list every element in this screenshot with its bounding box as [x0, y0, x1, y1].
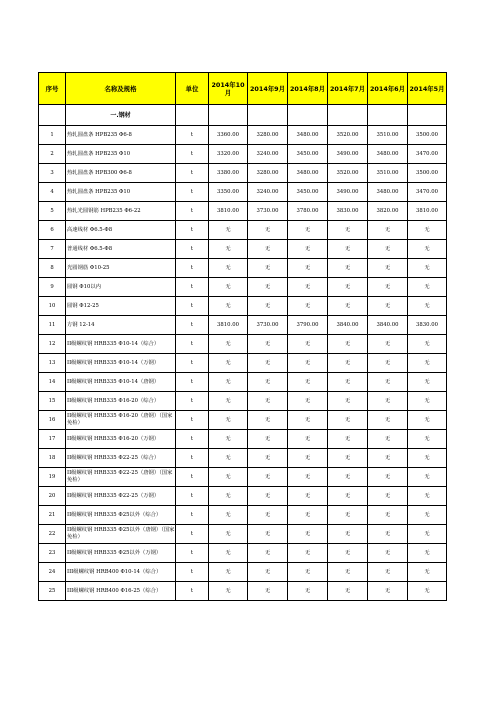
section-value-cell [288, 105, 328, 126]
table-row [39, 278, 447, 297]
price-cell: 3450.00 [288, 183, 328, 202]
price-cell: 3380.00 [209, 164, 248, 183]
material-name: 热轧圆盘条 HPB235 Φ6-8 [66, 126, 176, 145]
row-number: 6 [39, 221, 66, 240]
price-cell: 无 [209, 487, 248, 506]
price-cell: 3520.00 [328, 164, 368, 183]
price-cell: 3470.00 [408, 183, 447, 202]
material-name: II级螺纹钢 HRB335 Φ25以外（万钢） [66, 544, 176, 563]
table-row [39, 316, 447, 335]
material-name: II级螺纹钢 HRB335 Φ10-14（万钢） [66, 354, 176, 373]
row-number: 15 [39, 392, 66, 411]
row-number: 13 [39, 354, 66, 373]
row-number: 21 [39, 506, 66, 525]
header-name: 名称及规格 [66, 73, 176, 105]
price-table [38, 72, 447, 601]
unit-cell: t [176, 373, 209, 392]
price-cell: 无 [288, 544, 328, 563]
material-name: 圆钢 Φ10以内 [66, 278, 176, 297]
price-cell: 无 [328, 411, 368, 430]
price-cell: 无 [408, 563, 447, 582]
price-cell: 3350.00 [209, 183, 248, 202]
price-cell: 3280.00 [248, 164, 288, 183]
price-cell: 无 [328, 240, 368, 259]
price-cell: 无 [288, 449, 328, 468]
price-cell: 无 [408, 297, 447, 316]
table-row [39, 259, 447, 278]
header-month: 2014年5月 [408, 73, 447, 105]
price-cell: 无 [408, 278, 447, 297]
price-cell: 无 [408, 487, 447, 506]
price-cell: 无 [248, 278, 288, 297]
price-cell: 无 [288, 430, 328, 449]
row-number: 5 [39, 202, 66, 221]
table-row [39, 297, 447, 316]
material-name: III级螺纹钢 HRB400 Φ10-14（综合） [66, 563, 176, 582]
unit-cell: t [176, 468, 209, 487]
unit-cell: t [176, 430, 209, 449]
table-row [39, 468, 447, 487]
price-cell: 3520.00 [328, 126, 368, 145]
price-cell: 无 [408, 392, 447, 411]
unit-cell: t [176, 145, 209, 164]
price-cell: 无 [368, 221, 408, 240]
price-cell: 无 [408, 221, 447, 240]
unit-cell: t [176, 506, 209, 525]
price-cell: 无 [328, 582, 368, 601]
price-cell: 无 [408, 525, 447, 544]
material-name: 热轧圆盘条 HPB235 Φ10 [66, 183, 176, 202]
material-name: II级螺纹钢 HRB335 Φ16-20（唐钢）（国家免检） [66, 411, 176, 430]
price-cell: 无 [248, 335, 288, 354]
price-cell: 无 [209, 468, 248, 487]
material-name: II级螺纹钢 HRB335 Φ10-14（唐钢） [66, 373, 176, 392]
row-number: 17 [39, 430, 66, 449]
table-row [39, 430, 447, 449]
unit-cell: t [176, 259, 209, 278]
price-cell: 无 [368, 335, 408, 354]
price-cell: 无 [288, 373, 328, 392]
price-cell: 无 [248, 582, 288, 601]
price-cell: 无 [288, 563, 328, 582]
price-cell: 3810.00 [408, 202, 447, 221]
price-cell: 无 [209, 411, 248, 430]
header-month: 2014年9月 [248, 73, 288, 105]
material-name: 光圆钢筋 Φ10-25 [66, 259, 176, 278]
price-cell: 3480.00 [288, 164, 328, 183]
table-row [39, 183, 447, 202]
material-name: 普通线材 Φ6.5-Φ8 [66, 240, 176, 259]
unit-cell: t [176, 316, 209, 335]
price-cell: 无 [288, 221, 328, 240]
price-cell: 无 [368, 430, 408, 449]
price-cell: 无 [328, 221, 368, 240]
price-cell: 无 [408, 259, 447, 278]
price-cell: 无 [209, 563, 248, 582]
price-cell: 无 [248, 506, 288, 525]
price-cell: 无 [288, 240, 328, 259]
price-cell: 3480.00 [288, 126, 328, 145]
unit-cell: t [176, 240, 209, 259]
header-month: 2014年8月 [288, 73, 328, 105]
price-cell: 3450.00 [288, 145, 328, 164]
price-cell: 无 [248, 240, 288, 259]
price-cell: 无 [209, 506, 248, 525]
material-name: 方钢 12-14 [66, 316, 176, 335]
price-cell: 无 [209, 449, 248, 468]
section-no-cell [39, 105, 66, 126]
price-cell: 无 [368, 259, 408, 278]
table-row [39, 525, 447, 544]
price-cell: 无 [368, 582, 408, 601]
row-number: 23 [39, 544, 66, 563]
price-cell: 无 [288, 468, 328, 487]
table-row [39, 373, 447, 392]
price-cell: 无 [209, 278, 248, 297]
price-cell: 无 [408, 544, 447, 563]
price-cell: 无 [328, 297, 368, 316]
material-name: II级螺纹钢 HRB335 Φ22-25（唐钢）（国家免检） [66, 468, 176, 487]
table-row [39, 126, 447, 145]
unit-cell: t [176, 582, 209, 601]
price-cell: 无 [368, 240, 408, 259]
price-cell: 3490.00 [328, 183, 368, 202]
unit-cell: t [176, 126, 209, 145]
price-cell: 无 [248, 411, 288, 430]
material-name: III级螺纹钢 HRB400 Φ16-25（综合） [66, 582, 176, 601]
price-cell: 3790.00 [288, 316, 328, 335]
price-cell: 无 [248, 354, 288, 373]
price-cell: 3240.00 [248, 183, 288, 202]
material-name: 高速线材 Φ6.5-Φ8 [66, 221, 176, 240]
table-row [39, 354, 447, 373]
price-cell: 无 [288, 411, 328, 430]
table-row [39, 544, 447, 563]
price-cell: 无 [408, 449, 447, 468]
header-month: 2014年7月 [328, 73, 368, 105]
price-cell: 3830.00 [408, 316, 447, 335]
unit-cell: t [176, 164, 209, 183]
price-cell: 无 [328, 392, 368, 411]
price-cell: 3840.00 [368, 316, 408, 335]
price-cell: 无 [209, 335, 248, 354]
material-name: 热轧圆盘条 HPB235 Φ10 [66, 145, 176, 164]
price-cell: 3500.00 [408, 126, 447, 145]
price-cell: 无 [248, 563, 288, 582]
price-cell: 无 [288, 259, 328, 278]
price-cell: 无 [209, 525, 248, 544]
price-cell: 无 [368, 411, 408, 430]
price-cell: 无 [248, 297, 288, 316]
header-row [39, 73, 447, 105]
price-cell: 无 [209, 373, 248, 392]
table-row [39, 582, 447, 601]
section-row [39, 105, 447, 126]
price-cell: 3280.00 [248, 126, 288, 145]
unit-cell: t [176, 202, 209, 221]
row-number: 10 [39, 297, 66, 316]
row-number: 14 [39, 373, 66, 392]
header-unit: 单位 [176, 73, 209, 105]
price-cell: 无 [288, 354, 328, 373]
unit-cell: t [176, 335, 209, 354]
section-value-cell [408, 105, 447, 126]
price-cell: 3240.00 [248, 145, 288, 164]
section-value-cell [328, 105, 368, 126]
price-cell: 无 [328, 487, 368, 506]
table-row [39, 392, 447, 411]
header-month: 2014年6月 [368, 73, 408, 105]
price-cell: 无 [368, 373, 408, 392]
material-name: 热轧圆盘条 HPB300 Φ6-8 [66, 164, 176, 183]
price-cell: 无 [368, 354, 408, 373]
table-row [39, 411, 447, 430]
price-cell: 无 [408, 430, 447, 449]
table-row [39, 335, 447, 354]
unit-cell: t [176, 297, 209, 316]
price-cell: 3360.00 [209, 126, 248, 145]
row-number: 25 [39, 582, 66, 601]
price-cell: 无 [248, 430, 288, 449]
price-cell: 无 [288, 335, 328, 354]
material-name: II级螺纹钢 HRB335 Φ16-20（综合） [66, 392, 176, 411]
price-cell: 无 [328, 373, 368, 392]
price-cell: 无 [368, 468, 408, 487]
table-row [39, 202, 447, 221]
price-cell: 无 [209, 430, 248, 449]
unit-cell: t [176, 563, 209, 582]
unit-cell: t [176, 525, 209, 544]
section-unit-cell [176, 105, 209, 126]
price-cell: 无 [408, 373, 447, 392]
price-cell: 无 [328, 544, 368, 563]
row-number: 24 [39, 563, 66, 582]
price-cell: 3480.00 [368, 145, 408, 164]
unit-cell: t [176, 411, 209, 430]
row-number: 19 [39, 468, 66, 487]
price-cell: 无 [209, 582, 248, 601]
price-cell: 无 [248, 449, 288, 468]
price-cell: 无 [328, 278, 368, 297]
price-cell: 无 [209, 544, 248, 563]
material-name: II级螺纹钢 HRB335 Φ25以外（唐钢）（国家免检） [66, 525, 176, 544]
price-cell: 无 [328, 506, 368, 525]
price-cell: 无 [248, 468, 288, 487]
price-cell: 无 [328, 563, 368, 582]
price-cell: 无 [288, 392, 328, 411]
table-row [39, 449, 447, 468]
material-name: II级螺纹钢 HRB335 Φ25以外（综合） [66, 506, 176, 525]
price-cell: 无 [248, 221, 288, 240]
material-name: 圆钢 Φ12-25 [66, 297, 176, 316]
unit-cell: t [176, 183, 209, 202]
row-number: 20 [39, 487, 66, 506]
material-name: II级螺纹钢 HRB335 Φ16-20（万钢） [66, 430, 176, 449]
price-cell: 3510.00 [368, 126, 408, 145]
price-cell: 3810.00 [209, 316, 248, 335]
row-number: 22 [39, 525, 66, 544]
price-cell: 无 [288, 506, 328, 525]
price-cell: 无 [248, 373, 288, 392]
section-title: 一.钢材 [66, 105, 176, 126]
price-cell: 无 [209, 354, 248, 373]
price-cell: 无 [328, 449, 368, 468]
unit-cell: t [176, 487, 209, 506]
price-cell: 无 [408, 582, 447, 601]
header-month: 2014年10月 [209, 73, 248, 105]
row-number: 3 [39, 164, 66, 183]
price-cell: 3510.00 [368, 164, 408, 183]
material-name: II级螺纹钢 HRB335 Φ10-14（综合） [66, 335, 176, 354]
price-cell: 无 [368, 278, 408, 297]
price-cell: 无 [288, 278, 328, 297]
price-cell: 无 [368, 297, 408, 316]
row-number: 4 [39, 183, 66, 202]
price-cell: 无 [248, 259, 288, 278]
price-cell: 无 [368, 506, 408, 525]
table-row [39, 563, 447, 582]
table-row [39, 240, 447, 259]
price-cell: 无 [408, 240, 447, 259]
price-cell: 无 [209, 297, 248, 316]
section-value-cell [248, 105, 288, 126]
row-number: 12 [39, 335, 66, 354]
price-cell: 3500.00 [408, 164, 447, 183]
price-cell: 3820.00 [368, 202, 408, 221]
price-cell: 无 [328, 430, 368, 449]
price-cell: 3730.00 [248, 316, 288, 335]
unit-cell: t [176, 221, 209, 240]
table-row [39, 221, 447, 240]
price-cell: 无 [248, 525, 288, 544]
price-cell: 无 [288, 297, 328, 316]
row-number: 9 [39, 278, 66, 297]
header-no: 序号 [39, 73, 66, 105]
price-cell: 无 [368, 487, 408, 506]
price-cell: 无 [209, 240, 248, 259]
price-cell: 3490.00 [328, 145, 368, 164]
price-cell: 无 [288, 487, 328, 506]
section-value-cell [209, 105, 248, 126]
row-number: 11 [39, 316, 66, 335]
row-number: 8 [39, 259, 66, 278]
unit-cell: t [176, 392, 209, 411]
price-cell: 无 [408, 354, 447, 373]
price-cell: 无 [209, 259, 248, 278]
material-name: II级螺纹钢 HRB335 Φ22-25（综合） [66, 449, 176, 468]
price-cell: 无 [368, 544, 408, 563]
table-row [39, 164, 447, 183]
price-cell: 无 [328, 354, 368, 373]
section-value-cell [368, 105, 408, 126]
price-cell: 无 [209, 392, 248, 411]
price-cell: 无 [248, 487, 288, 506]
unit-cell: t [176, 278, 209, 297]
unit-cell: t [176, 544, 209, 563]
price-cell: 无 [328, 259, 368, 278]
price-cell: 3480.00 [368, 183, 408, 202]
price-cell: 无 [368, 525, 408, 544]
table-row [39, 487, 447, 506]
price-cell: 无 [328, 468, 368, 487]
price-cell: 无 [408, 335, 447, 354]
price-cell: 无 [248, 544, 288, 563]
price-cell: 无 [368, 449, 408, 468]
row-number: 7 [39, 240, 66, 259]
price-cell: 无 [408, 411, 447, 430]
material-name: II级螺纹钢 HRB335 Φ22-25（万钢） [66, 487, 176, 506]
price-cell: 无 [209, 221, 248, 240]
material-name: 热轧光圆钢筋 HPB235 Φ6-22 [66, 202, 176, 221]
price-cell: 3730.00 [248, 202, 288, 221]
unit-cell: t [176, 449, 209, 468]
price-cell: 3320.00 [209, 145, 248, 164]
price-cell: 无 [248, 392, 288, 411]
price-cell: 无 [288, 582, 328, 601]
row-number: 16 [39, 411, 66, 430]
price-cell: 3840.00 [328, 316, 368, 335]
price-cell: 3470.00 [408, 145, 447, 164]
price-cell: 无 [368, 563, 408, 582]
price-cell: 无 [328, 335, 368, 354]
table-row [39, 145, 447, 164]
price-cell: 3810.00 [209, 202, 248, 221]
table-row [39, 506, 447, 525]
price-cell: 无 [328, 525, 368, 544]
row-number: 1 [39, 126, 66, 145]
price-cell: 无 [408, 506, 447, 525]
row-number: 18 [39, 449, 66, 468]
price-cell: 3780.00 [288, 202, 328, 221]
unit-cell: t [176, 354, 209, 373]
price-cell: 无 [408, 468, 447, 487]
price-cell: 3830.00 [328, 202, 368, 221]
price-cell: 无 [288, 525, 328, 544]
row-number: 2 [39, 145, 66, 164]
price-cell: 无 [368, 392, 408, 411]
